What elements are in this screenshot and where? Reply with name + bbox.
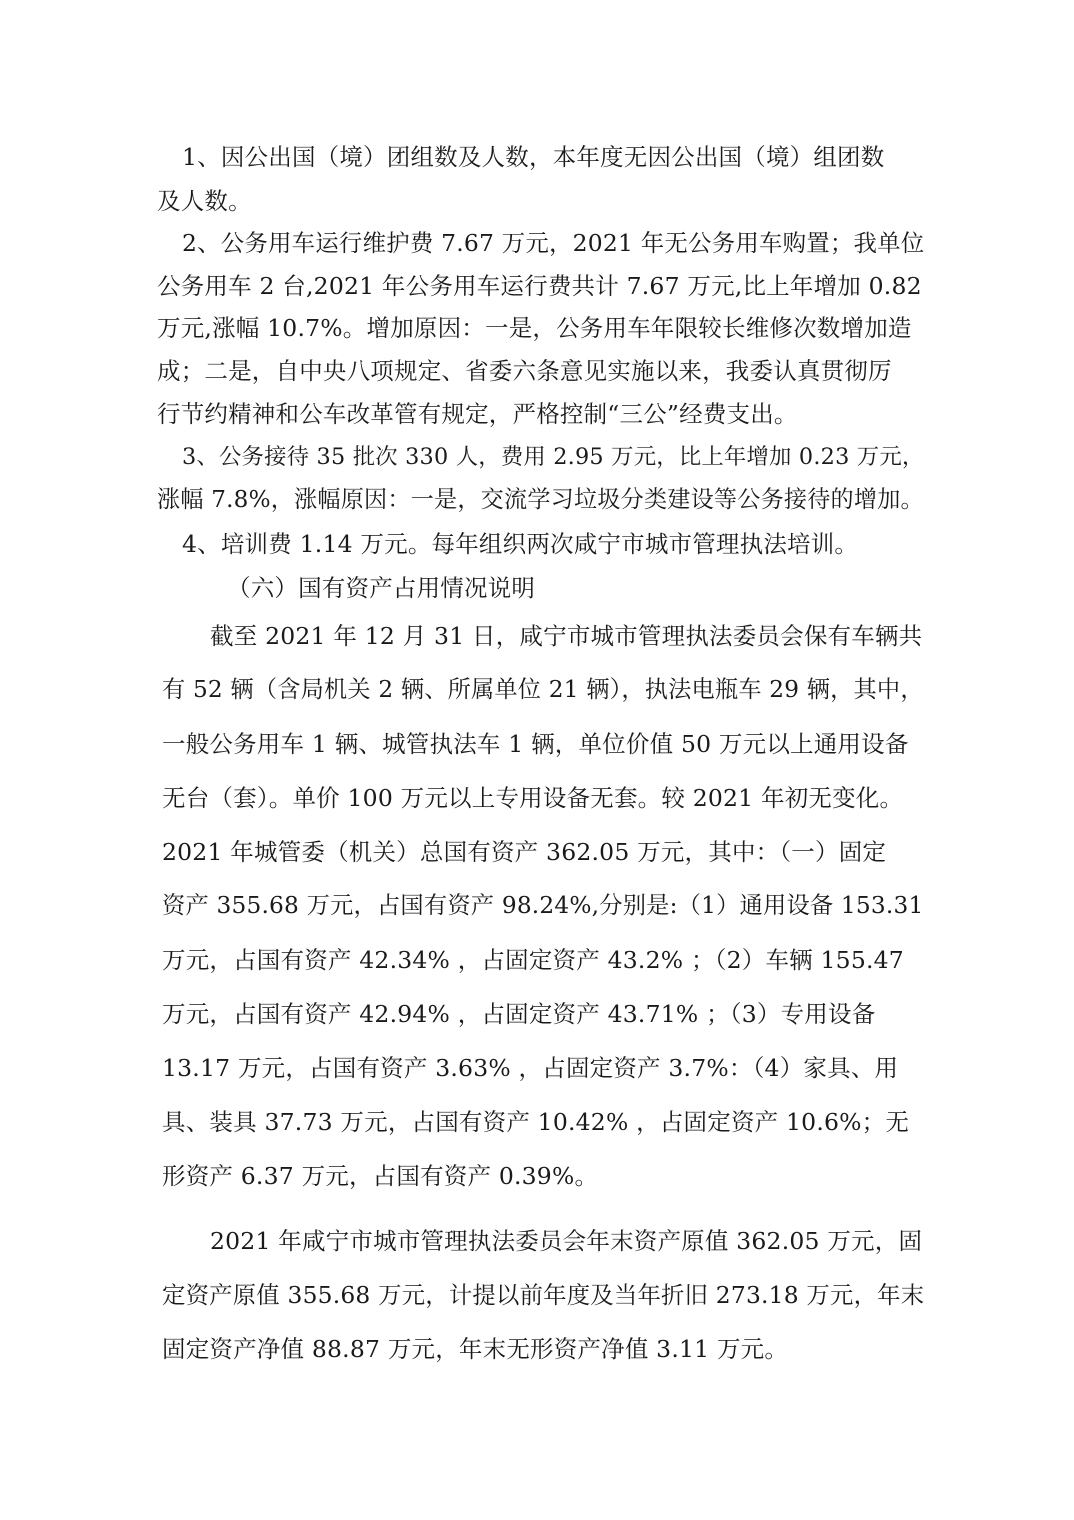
text-line: 公务用车 2 台,2021 年公务用车运行费共计 7.67 万元,比上年增加 0.82 <box>157 272 922 300</box>
text-line: 万元,涨幅 10.7%。增加原因：一是，公务用车年限较长维修次数增加造 <box>157 314 912 342</box>
text-line: 涨幅 7.8%，涨幅原因：一是，交流学习垃圾分类建设等公务接待的增加。 <box>157 487 924 513</box>
text-line: 万元，占国有资产 42.34% ，占固定资产 43.2% ；（2）车辆 155.47 <box>162 946 904 974</box>
text-line: 行节约精神和公车改革管有规定，严格控制“三公”经费支出。 <box>157 400 798 428</box>
text-line: 13.17 万元，占国有资产 3.63% ，占固定资产 3.7%：（4）家具、用 <box>162 1054 899 1082</box>
text-line: 资产 355.68 万元，占国有资产 98.24%,分别是:（1）通用设备 153.31 <box>162 892 924 919</box>
text-line: 2021 年城管委（机关）总国有资产 362.05 万元，其中：（一）固定 <box>162 838 887 866</box>
text-line: 4、培训费 1.14 万元。每年组织两次咸宁市城市管理执法培训。 <box>182 530 859 558</box>
text-line: 固定资产净值 88.87 万元，年末无形资产净值 3.11 万元。 <box>162 1335 789 1363</box>
text-line: 截至 2021 年 12 月 31 日，咸宁市城市管理执法委员会保有车辆共 <box>210 622 923 650</box>
section-heading: （六）国有资产占用情况说明 <box>227 574 536 602</box>
text-line: 定资产原值 355.68 万元，计提以前年度及当年折旧 273.18 万元，年末 <box>162 1281 925 1309</box>
text-line: 3、公务接待 35 批次 330 人，费用 2.95 万元，比上年增加 0.23 万元， <box>182 444 925 470</box>
text-line: 2021 年咸宁市城市管理执法委员会年末资产原值 362.05 万元，固 <box>210 1227 923 1255</box>
text-line: 万元，占国有资产 42.94% ，占固定资产 43.71% ；（3）专用设备 <box>162 1000 876 1028</box>
text-line: 无台（套）。单价 100 万元以上专用设备无套。较 2021 年初无变化。 <box>162 784 904 812</box>
text-line: 形资产 6.37 万元，占国有资产 0.39%。 <box>162 1162 599 1190</box>
text-line: 有 52 辆（含局机关 2 辆、所属单位 21 辆），执法电瓶车 29 辆，其中， <box>162 676 924 703</box>
text-line: 具、装具 37.73 万元，占国有资产 10.42% ，占固定资产 10.6%；无 <box>162 1108 910 1136</box>
text-line: 成；二是，自中央八项规定、省委六条意见实施以来，我委认真贯彻厉 <box>157 357 892 385</box>
text-line: 2、公务用车运行维护费 7.67 万元，2021 年无公务用车购置；我单位 <box>182 229 925 257</box>
text-line: 一般公务用车 1 辆、城管执法车 1 辆，单位价值 50 万元以上通用设备 <box>162 730 909 758</box>
text-line: 1、因公出国（境）团组数及人数，本年度无因公出国（境）组团数 <box>182 143 885 171</box>
text-line: 及人数。 <box>157 187 252 215</box>
